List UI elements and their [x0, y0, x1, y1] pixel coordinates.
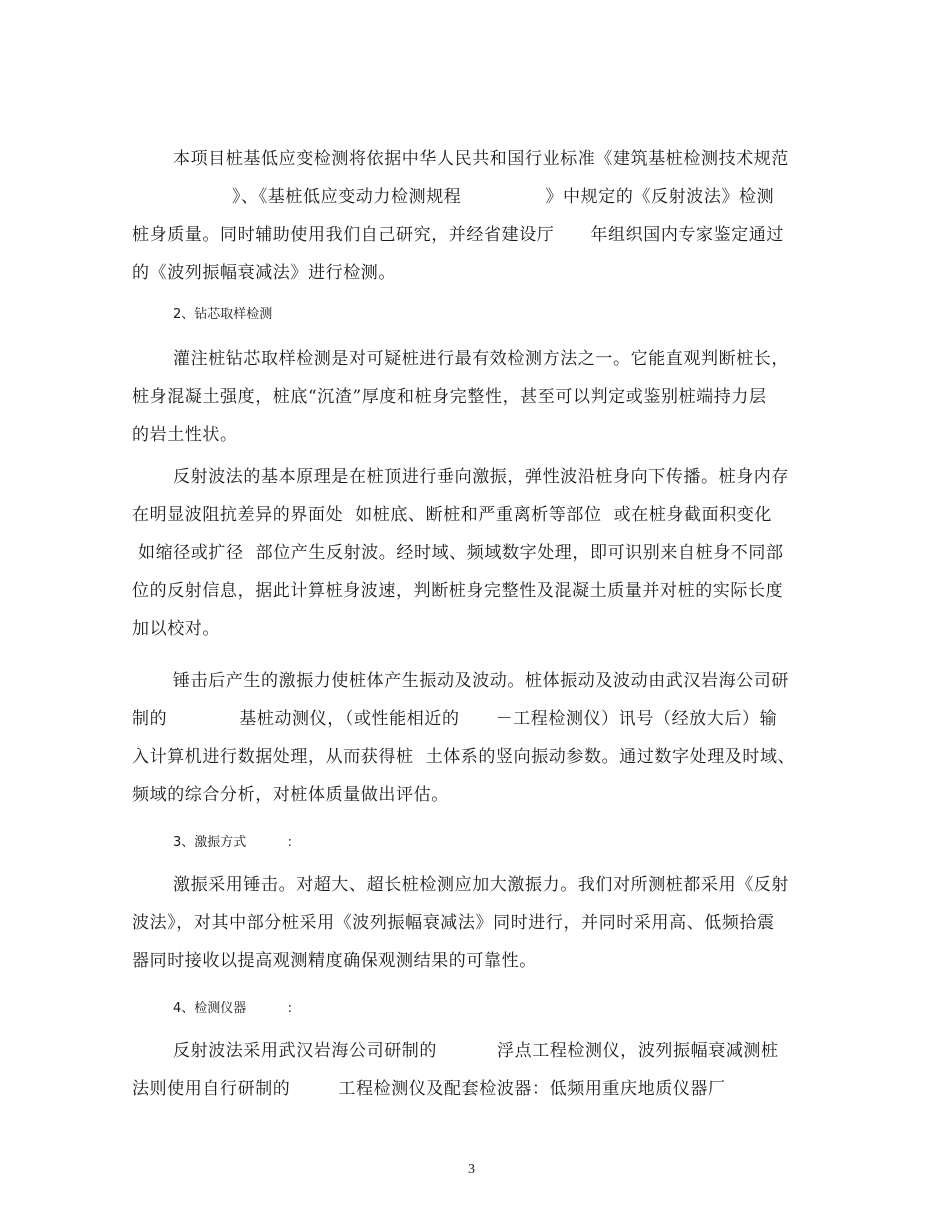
paragraph-1-line-3: 桩身质量。同时辅助使用我们自己研究，并经省建设厅 年组织国内专家鉴定通过: [132, 225, 785, 245]
paragraph-1-line-1: 本项目桩基低应变检测将依据中华人民共和国行业标准《建筑基桩检测技术规范: [173, 149, 789, 169]
paragraph-1-line-4: 的《波列振幅衰减法》进行检测。: [132, 263, 396, 283]
paragraph-6-line-2: 法则使用自行研制的 工程检测仪及配套检波器：低频用重庆地质仪器厂: [132, 1079, 726, 1099]
paragraph-6-line-1: 反射波法采用武汉岩海公司研制的 浮点工程检测仪，波列振幅衰减测桩: [173, 1041, 779, 1061]
paragraph-5-line-2: 波法》，对其中部分桩采用《波列振幅衰减法》同时进行，并同时采用高、低频拾震: [132, 913, 775, 933]
page-number: 3: [468, 1162, 475, 1177]
paragraph-3-line-5: 加以校对。: [132, 619, 220, 639]
paragraph-1-line-2: 》、《基桩低应变动力检测规程 》中规定的《反射波法》检测: [232, 187, 775, 207]
paragraph-5-line-3: 器同时接收以提高观测精度确保观测结果的可靠性。: [132, 951, 537, 971]
paragraph-2-line-2: 桩身混凝土强度，桩底“沉渣”厚度和桩身完整性，甚至可以判定或鉴别桩端持力层: [132, 387, 767, 407]
paragraph-2-line-3: 的岩土性状。: [132, 425, 238, 445]
section-heading-4: 4、检测仪器 :: [173, 1001, 292, 1016]
paragraph-4-line-3: 入计算机进行数据处理，从而获得桩 土体系的竖向振动参数。通过数字处理及时域、: [132, 747, 796, 767]
section-heading-3: 3、激振方式 :: [173, 835, 292, 850]
paragraph-3-line-3: 如缩径或扩径 部位产生反射波。经时域、频域数字处理，即可识别来自桩身不同部: [132, 543, 784, 563]
paragraph-3-line-4: 位的反射信息，据此计算桩身波速，判断桩身完整性及混凝土质量并对桩的实际长度: [132, 581, 784, 601]
section-heading-2: 2、钻芯取样检测: [173, 307, 273, 322]
paragraph-4-line-1: 锤击后产生的激振力使桩体产生振动及波动。桩体振动及波动由武汉岩海公司研: [173, 671, 789, 691]
paragraph-3-line-1: 反射波法的基本原理是在桩顶进行垂向激振，弹性波沿桩身向下传播。桩身内存: [173, 467, 789, 487]
paragraph-4-line-2: 制的 基桩动测仪，（或性能相近的 －工程检测仪）讯号（经放大后）输: [132, 709, 778, 729]
paragraph-5-line-1: 激振采用锤击。对超大、超长桩检测应加大激振力。我们对所测桩都采用《反射: [173, 875, 789, 895]
paragraph-2-line-1: 灌注桩钻芯取样检测是对可疑桩进行最有效检测方法之一。它能直观判断桩长，: [173, 349, 789, 369]
paragraph-4-line-4: 频域的综合分析，对桩体质量做出评估。: [132, 785, 449, 805]
paragraph-3-line-2: 在明显波阻抗差异的界面处 如桩底、断桩和严重离析等部位 或在桩身截面积变化: [132, 505, 773, 525]
